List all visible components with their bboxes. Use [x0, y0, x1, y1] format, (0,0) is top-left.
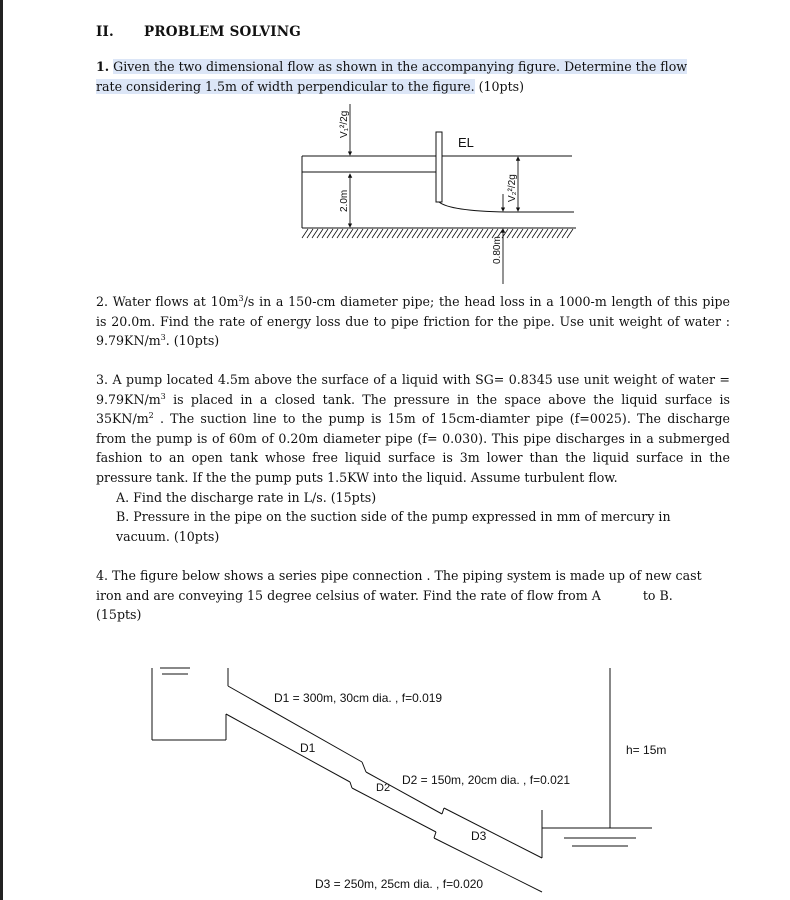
problem-1-text [96, 57, 730, 96]
pipe-d2-bottom-wall [352, 788, 436, 832]
problem-3-line-6: surface in the pressure tank. If the the pump puts 1.5KW into the liquid. Assume turbulent flow. [96, 450, 730, 485]
d3-label: D3 [471, 829, 487, 843]
d2-label: D2 [376, 782, 391, 794]
problem-3-line-3: 35KN/m [96, 411, 149, 427]
problem-2-line-1: 2. Water flows at 10m [96, 294, 239, 309]
section-heading [96, 24, 301, 40]
contraction-bottom [350, 782, 352, 788]
problem-4-text [96, 566, 736, 625]
contraction-top [362, 762, 366, 772]
d2-spec-label: D2 = 150m, 20cm dia. , f=0.021 [402, 773, 571, 787]
problem-4-line-3: (15pts) [96, 607, 142, 623]
problem-3-line-4: from the pump is of 60m of 0.20m diameter pipe (f= 0.030). This pipe discharges in a [96, 430, 654, 446]
section-numeral: II. [96, 24, 114, 40]
problem-3-line-2-rest: is placed in a closed tank. The pressure in the space above the liquid surface is [165, 391, 730, 407]
d1-label: D1 [300, 741, 316, 755]
problem-1-highlight-1: Given the two dimensional flow as shown in the accompanying figure. Determine the flow [113, 59, 688, 74]
problem-4-line-2a: iron and are conveying 15 degree celsius of water. Find the rate of flow from A [96, 587, 601, 603]
problem-3-part-b-1: B. Pressure in the pipe on the suction side of the pump expressed in mm of mercury in [116, 509, 671, 525]
expansion-bottom [434, 832, 436, 838]
problem-3-text [96, 370, 730, 546]
problem-1-points: (10pts) [478, 78, 525, 94]
problem-4-line-1: 4. The figure below shows a series pipe connection . The piping system is made up of new cast [96, 568, 702, 583]
downstream-water-surface [439, 202, 574, 212]
pipe-d1-bottom-wall [226, 714, 350, 782]
expansion-top [442, 808, 444, 814]
problem-4-line-2b: to B. [642, 587, 673, 603]
sluice-gate [436, 132, 442, 202]
problem-2-sup-1: 3 [238, 293, 244, 303]
figure-1-sluice-gate [290, 98, 590, 290]
d1-spec-label: D1 = 300m, 30cm dia. , f=0.019 [274, 691, 443, 705]
problem-3-sup-2: 2 [148, 411, 154, 420]
problem-3-line-2: = 9.79KN/m [96, 372, 730, 407]
problem-1-number: 1. [96, 59, 110, 74]
section-title: PROBLEM SOLVING [144, 24, 302, 40]
problem-4-line-2 [96, 586, 736, 606]
bed-hatching [302, 229, 573, 238]
problem-1-highlight-2: rate considering 1.5m of width perpendicular to the figure. [96, 78, 475, 94]
v2-head-label: V₂²/2g [507, 174, 518, 202]
head-label: h= 15m [626, 743, 667, 757]
problem-2-line-2: pipe is 20.0m. Find the rate of energy loss due to pipe friction for the pipe. Use unit weight of [96, 294, 730, 329]
energy-line-label: EL [458, 135, 474, 150]
problem-2-sup-2: 3 [160, 333, 166, 342]
problem-3-line-5: submerged fashion to an open tank whose free liquid surface is 3m lower than the liquid [96, 430, 730, 466]
v1-head-label: V₁²/2g [339, 110, 350, 138]
problem-3-sup-1: 3 [160, 391, 166, 401]
problem-2-line-1-rest: /s in a 150-cm diameter pipe; the head loss in a 1000-m length of this [243, 294, 698, 309]
problem-2-line-3: water : 9.79KN/m [96, 313, 730, 349]
problem-2-text [96, 292, 730, 351]
problem-3-part-a: A. Find the discharge rate in L/s. (15pts) [116, 489, 377, 505]
problem-3-part-b-2: vacuum. (10pts) [116, 528, 220, 544]
page-left-border [0, 0, 3, 900]
figure-4-series-pipes [140, 660, 680, 900]
problem-3-line-3-rest: . The suction line to the pump is 15m of 15cm-diamter pipe (f=0025). The discharge [153, 411, 730, 427]
problem-2-line-3-rest: . (10pts) [165, 333, 220, 349]
problem-3-line-1: 3. A pump located 4.5m above the surface of a liquid with SG= 0.8345 use unit weight of water [96, 372, 715, 387]
d3-spec-label: D3 = 250m, 25cm dia. , f=0.020 [315, 877, 484, 891]
depth2-label: 0.80m [492, 236, 503, 264]
depth1-label: 2.0m [339, 189, 350, 212]
